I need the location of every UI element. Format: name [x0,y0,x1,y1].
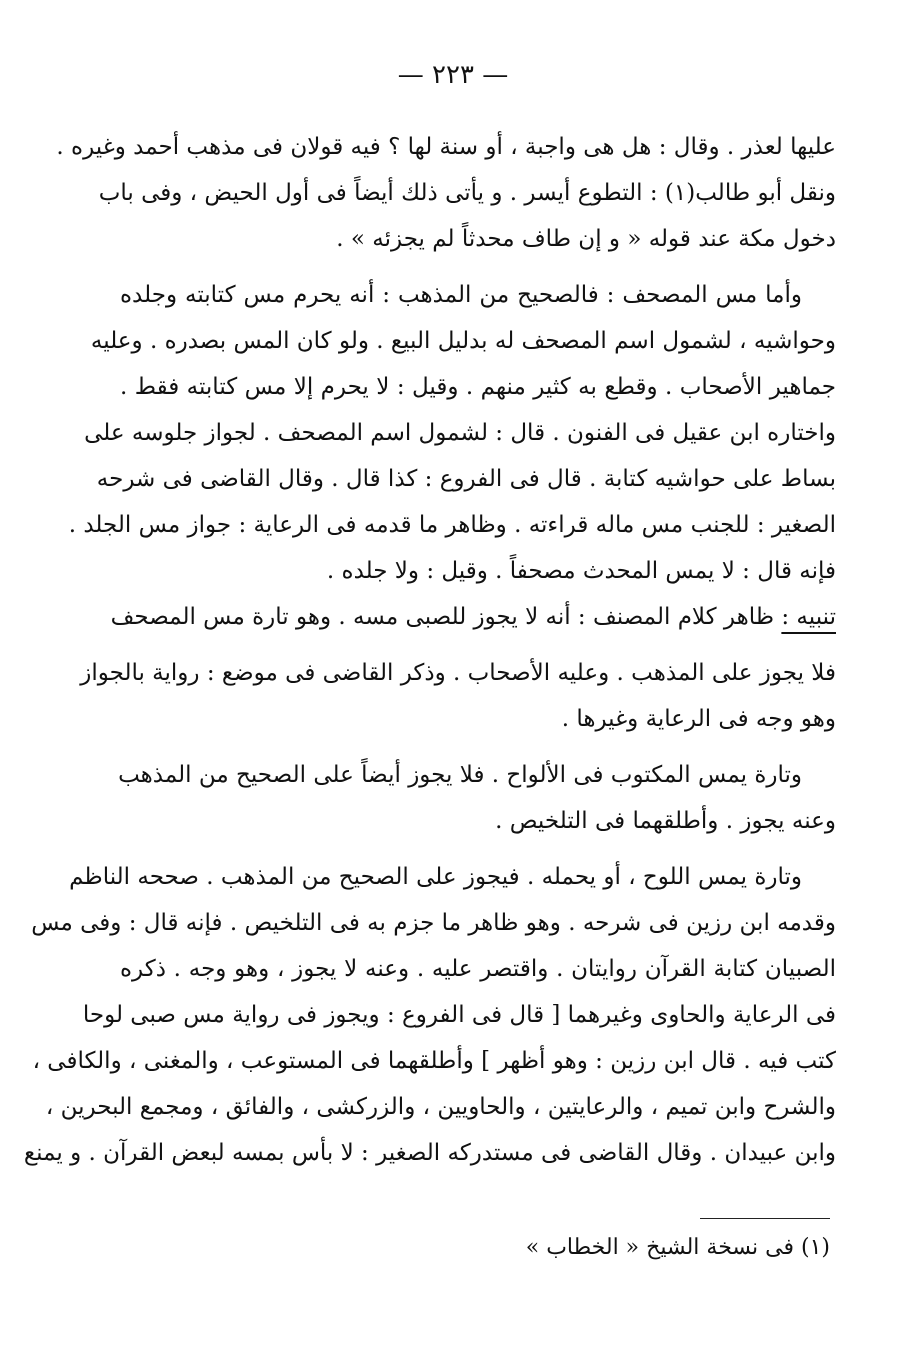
text-line: وتارة يمس المكتوب فى الألواح . فلا يجوز أيضاً على الصحيح من المذهب [118,762,802,788]
text-line: وأما مس المصحف : فالصحيح من المذهب : أنه يحرم مس كتابته وجلده [120,282,802,308]
body-text [23,124,836,1176]
footnote: (١) فى نسخة الشيخ « الخطاب » [525,1235,830,1260]
text-line: وقدمه ابن رزين فى شرحه . وهو ظاهر ما جزم به فى التلخيص . فإنه قال : وفى مس [31,910,836,936]
page-number: — ٢٢٣ — [397,60,509,90]
text-line: ظاهر كلام المصنف : أنه لا يجوز للصبى مسه . وهو تارة مس المصحف [110,604,775,630]
text-line: والشرح وابن تميم ، والرعايتين ، والحاويين ، والزركشى ، والفائق ، ومجمع البحرين ، [45,1094,836,1120]
text-line: فإنه قال : لا يمس المحدث مصحفاً . وقيل : ولا جلده . [326,558,836,584]
text-line: واختاره ابن عقيل فى الفنون . قال : لشمول اسم المصحف . لجواز جلوسه على [84,420,836,446]
footnote-divider [700,1218,830,1219]
text-line: فى الرعاية والحاوى وغيرهما [ قال فى الفروع : ويجوز فى رواية مس صبى لوحا [82,1002,836,1028]
text-line: وحواشيه ، لشمول اسم المصحف له بدليل البيع . ولو كان المس بصدره . وعليه [90,328,836,354]
text-line: فلا يجوز على المذهب . وعليه الأصحاب . وذكر القاضى فى موضع : رواية بالجواز [80,660,836,686]
tanbih-label: تنبيه : [781,604,836,630]
text-line: جماهير الأصحاب . وقطع به كثير منهم . وقيل : لا يحرم إلا مس كتابته فقط . [120,374,836,400]
text-line: ونقل أبو طالب(١) : التطوع أيسر . و يأتى ذلك أيضاً فى أول الحيض ، وفى باب [98,180,836,206]
text-line: وابن عبيدان . وقال القاضى فى مستدركه الصغير : لا بأس بمسه لبعض القرآن . و يمنع [23,1140,836,1166]
text-line: وعنه يجوز . وأطلقهما فى التلخيص . [495,808,836,834]
text-line: كتب فيه . قال ابن رزين : وهو أظهر ] وأطلقهما فى المستوعب ، والمغنى ، والكافى ، [32,1048,836,1074]
text-line: بساط على حواشيه كتابة . قال فى الفروع : كذا قال . وقال القاضى فى شرحه [96,466,836,492]
text-line: وهو وجه فى الرعاية وغيرها . [561,706,836,732]
text-line: الصبيان كتابة القرآن روايتان . واقتصر عليه . وعنه لا يجوز ، وهو وجه . ذكره [120,956,836,982]
text-line: دخول مكة عند قوله « و إن طاف محدثاً لم يجزئه » . [336,226,836,252]
text-line: عليها لعذر . وقال : هل هى واجبة ، أو سنة لها ؟ فيه قولان فى مذهب أحمد وغيره . [56,134,836,160]
text-line: الصغير : للجنب مس ماله قراءته . وظاهر ما قدمه فى الرعاية : جواز مس الجلد . [68,512,836,538]
tanbih-line [110,594,836,640]
text-line: وتارة يمس اللوح ، أو يحمله . فيجوز على الصحيح من المذهب . صححه الناظم [69,864,802,890]
